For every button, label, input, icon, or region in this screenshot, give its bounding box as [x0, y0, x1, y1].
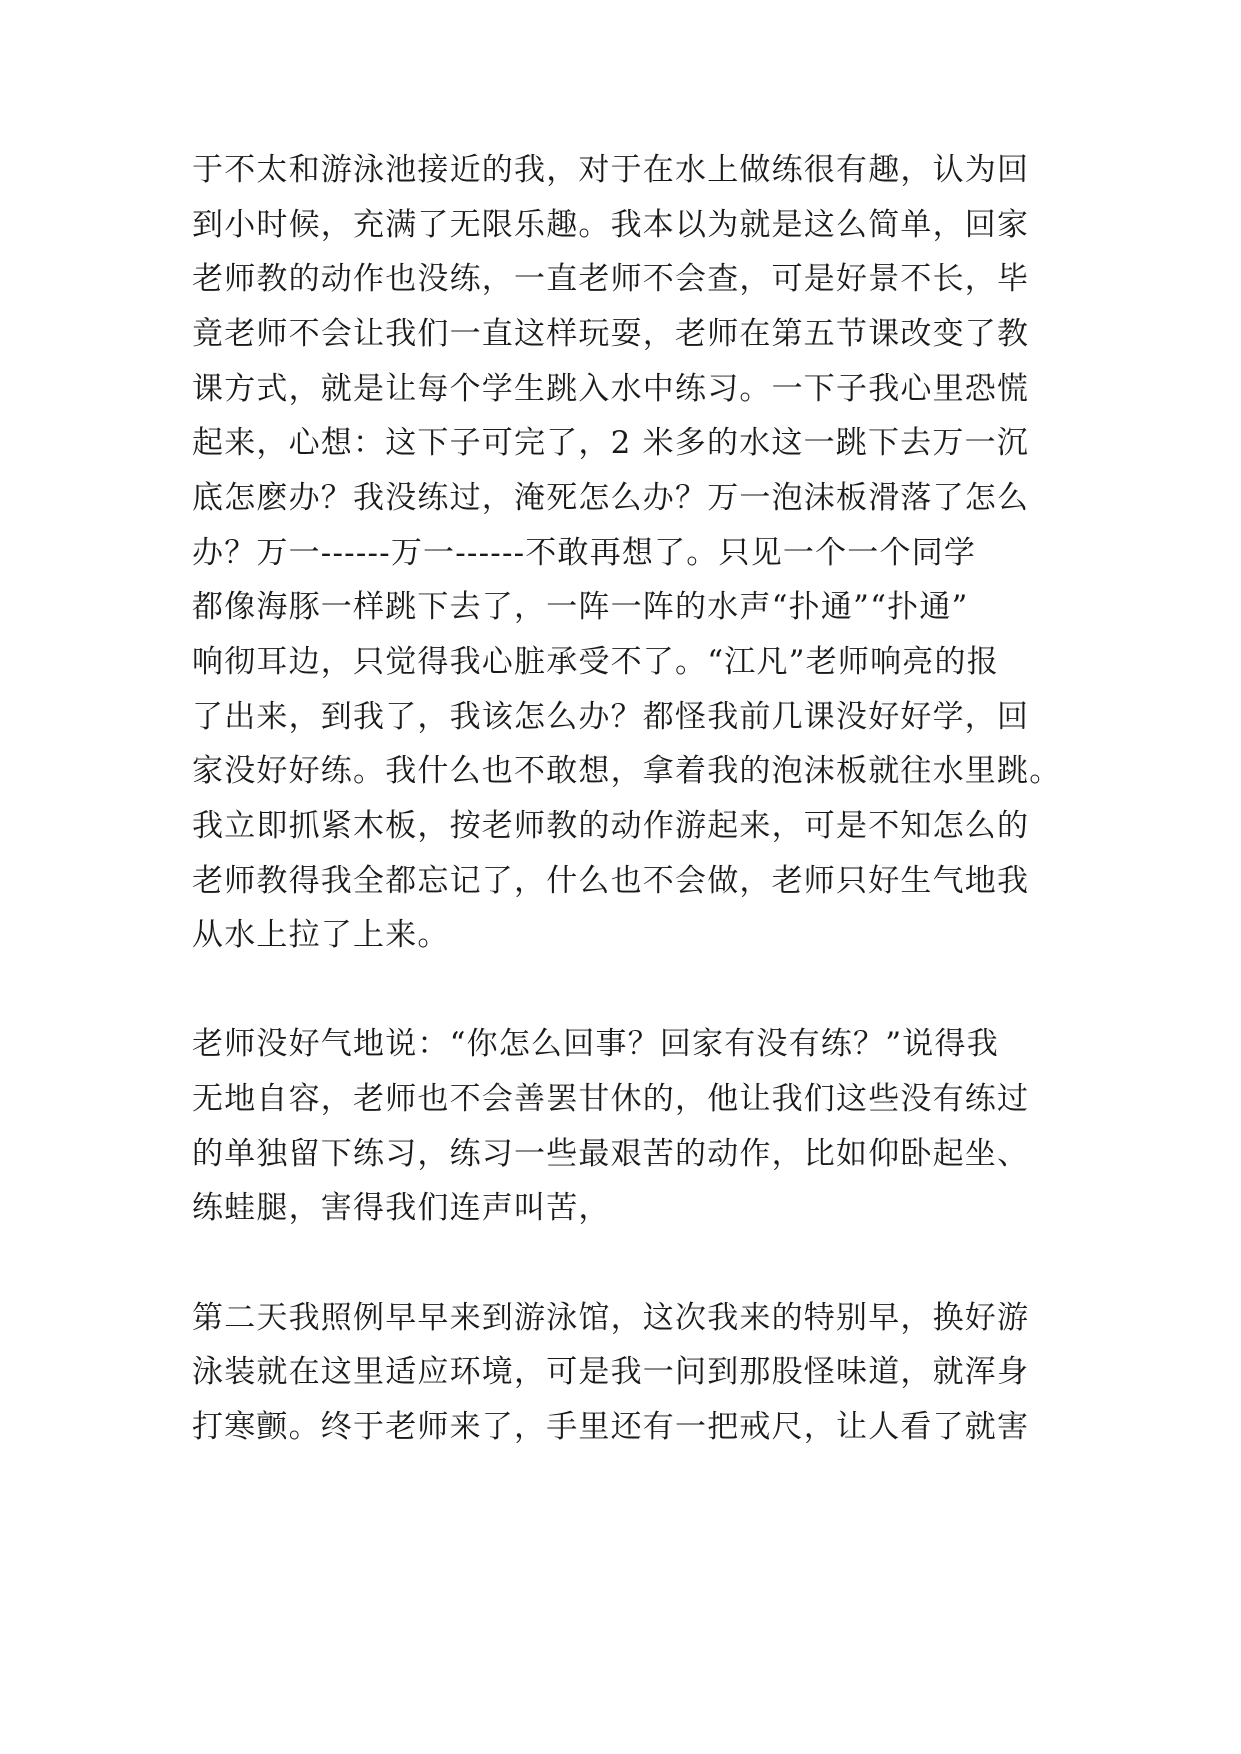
text-line: 课方式，就是让每个学生跳入水中练习。一下子我心里恐慌: [192, 371, 1030, 407]
text-line: 家没好好练。我什么也不敢想，拿着我的泡沫板就往水里跳。: [192, 753, 1062, 789]
text-line: 从水上拉了上来。: [192, 917, 450, 953]
text-line: 办？万一------万一------不敢再想了。只见一个一个同学: [192, 535, 977, 571]
text-line: 底怎麽办？我没练过，淹死怎么办？万一泡沫板滑落了怎么: [192, 480, 1030, 516]
text-line: 打寒颤。终于老师来了，手里还有一把戒尺，让人看了就害: [192, 1409, 1030, 1445]
text-line: 老师教得我全都忘记了，什么也不会做，老师只好生气地我: [192, 863, 1030, 899]
text-line: 老师没好气地说：“你怎么回事？回家有没有练？”说得我: [192, 1026, 999, 1062]
text-line: 练蛙腿，害得我们连声叫苦，: [192, 1190, 611, 1226]
text-line: 第二天我照例早早来到游泳馆，这次我来的特别早，换好游: [192, 1300, 1030, 1336]
text-line: 我立即抓紧木板，按老师教的动作游起来，可是不知怎么的: [192, 808, 1030, 844]
text-line: 了出来，到我了，我该怎么办？都怪我前几课没好好学，回: [192, 699, 1030, 735]
text-line: 竟老师不会让我们一直这样玩耍，老师在第五节课改变了教: [192, 316, 1030, 352]
text-line: 无地自容，老师也不会善罢甘休的，他让我们这些没有练过: [192, 1081, 1030, 1117]
text-line: 起来，心想：这下子可完了，2 米多的水这一跳下去万一沉: [192, 425, 1029, 461]
text-line: 于不太和游泳池接近的我，对于在水上做练很有趣，认为回: [192, 152, 1030, 188]
text-line: 都像海豚一样跳下去了，一阵一阵的水声“扑通”“扑通”: [192, 589, 969, 625]
text-line: 老师教的动作也没练，一直老师不会查，可是好景不长，毕: [192, 261, 1030, 297]
text-line: 泳装就在这里适应环境，可是我一问到那股怪味道，就浑身: [192, 1354, 1030, 1390]
text-line: 响彻耳边，只觉得我心脏承受不了。“江凡”老师响亮的报: [192, 644, 999, 680]
text-line: 的单独留下练习，练习一些最艰苦的动作，比如仰卧起坐、: [192, 1136, 1030, 1172]
text-line: 到小时候，充满了无限乐趣。我本以为就是这么简单，回家: [192, 207, 1030, 243]
